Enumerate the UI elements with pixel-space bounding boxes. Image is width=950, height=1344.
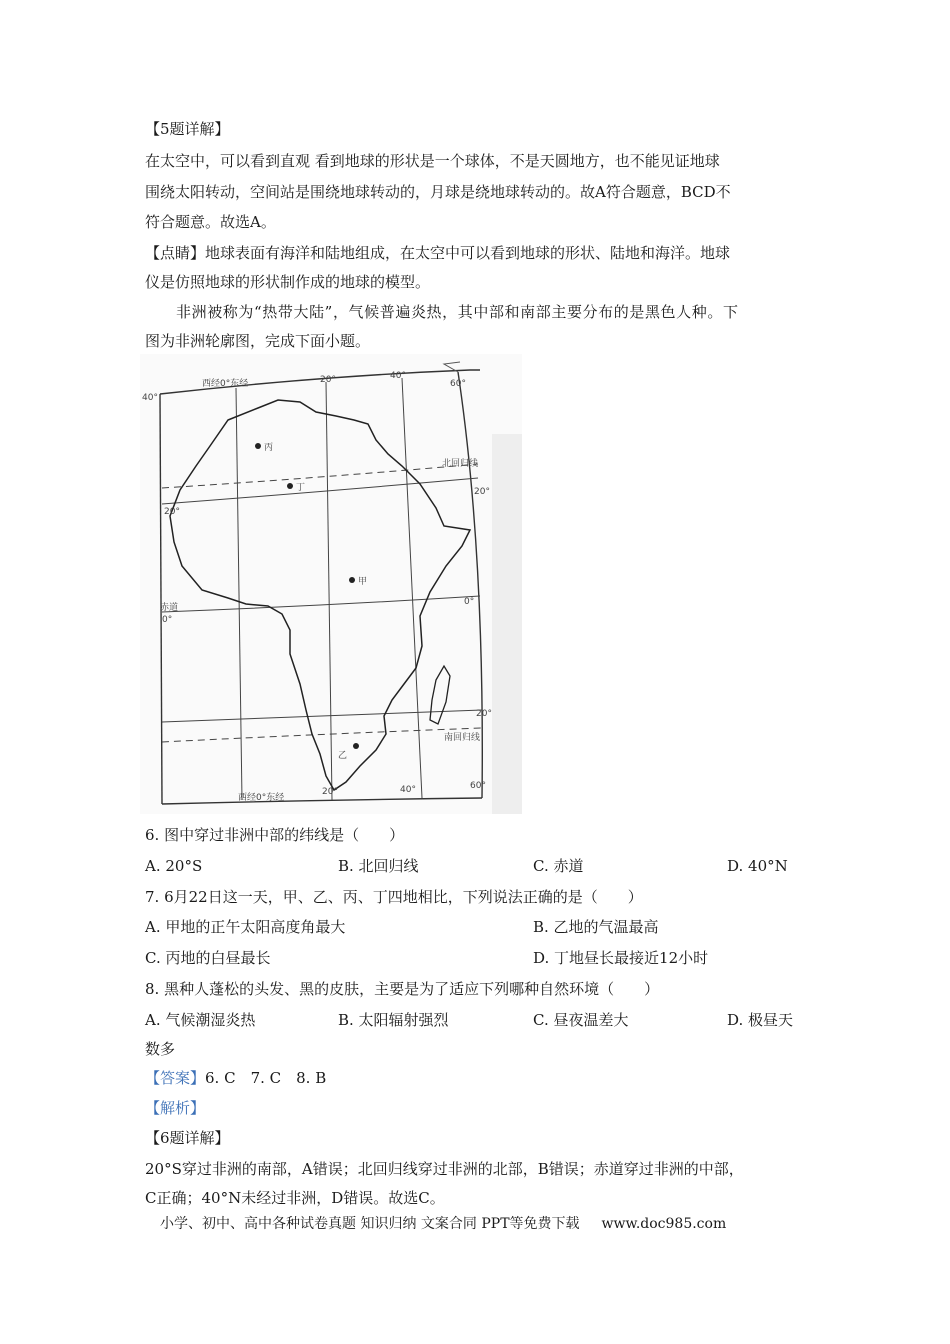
q6-detail-line-2: C正确；40°N未经过非洲，D错误。故选C。 <box>145 1189 445 1207</box>
q7-options-row-2 <box>145 948 805 968</box>
q6-detail-line-1: 20°S穿过非洲的南部，A错误；北回归线穿过非洲的北部，B错误；赤道穿过非洲的中部， <box>145 1160 744 1178</box>
q7-options-row-1 <box>145 917 805 937</box>
q8-option-d-wrap: 数多 <box>145 1040 176 1058</box>
q6-option-c: C. 赤道 <box>533 857 584 875</box>
lon-60-bottom-label: 60° <box>470 781 486 791</box>
tropic-north-label: 北回归线 <box>442 459 479 469</box>
q7-option-b: B. 乙地的气温最高 <box>533 918 659 936</box>
analysis-label: 【解析】 <box>145 1099 206 1117</box>
lat-0-label: 0° <box>162 615 173 625</box>
lon-40w-top-label: 40° <box>142 393 158 403</box>
page-footer <box>160 1214 726 1234</box>
q5-detail-line-1: 在太空中，可以看到直观 看到地球的形状是一个球体，不是天圆地方，也不能见证地球 <box>145 152 720 170</box>
q7-option-d: D. 丁地昼长最接近12小时 <box>533 949 709 967</box>
tip-line-1: 【点睛】地球表面有海洋和陆地组成，在太空中可以看到地球的形状、陆地和海洋。地球 <box>145 244 731 262</box>
q6-stem: 6. 图中穿过非洲中部的纬线是（ ） <box>145 826 405 844</box>
lon-40-bottom-label: 40° <box>400 785 416 795</box>
q8-option-b: B. 太阳辐射强烈 <box>338 1011 449 1029</box>
lon-20-bottom-label: 20° <box>322 787 338 797</box>
q8-option-d: D. 极昼天 <box>727 1011 794 1029</box>
q6-option-a: A. 20°S <box>145 857 203 875</box>
point-yi-label: 乙 <box>338 751 348 761</box>
intro-line-2: 图为非洲轮廓图，完成下面小题。 <box>145 332 371 350</box>
point-bing-label: 丙 <box>264 443 274 453</box>
map-top-label: 西经0°东经 <box>202 379 249 389</box>
africa-outline-map <box>140 354 522 814</box>
q5-detail-line-3: 符合题意。故选A。 <box>145 213 276 231</box>
q6-options <box>145 856 805 876</box>
q7-option-c: C. 丙地的白昼最长 <box>145 949 271 967</box>
q7-option-a: A. 甲地的正午太阳高度角最大 <box>145 918 346 936</box>
lat-0-right-label: 0° <box>464 597 475 607</box>
footer-url[interactable]: www.doc985.com <box>601 1216 727 1232</box>
q8-options <box>145 1010 805 1030</box>
q6-option-d: D. 40°N <box>727 857 788 875</box>
q5-detail-line-2: 围绕太阳转动，空间站是围绕地球转动的，月球是绕地球转动的。故A符合题意，BCD不 <box>145 183 731 201</box>
lon-20-top-label: 20° <box>320 375 336 385</box>
lat-20n-right-label: 20° <box>474 487 490 497</box>
q6-option-b: B. 北回归线 <box>338 857 419 875</box>
q8-option-c: C. 昼夜温差大 <box>533 1011 629 1029</box>
q8-stem: 8. 黑种人蓬松的头发、黑的皮肤，主要是为了适应下列哪种自然环境（ ） <box>145 980 660 998</box>
africa-map-svg <box>140 354 522 814</box>
point-jia-label: 甲 <box>358 577 368 587</box>
lat-20s-right-label: 20° <box>476 709 492 719</box>
answer-text: 6. C 7. C 8. B <box>205 1069 327 1087</box>
q6-detail-title: 【6题详解】 <box>145 1129 230 1147</box>
footer-text: 小学、初中、高中各种试卷真题 知识归纳 文案合同 PPT等免费下载 <box>160 1216 580 1232</box>
lat-20n-left-label: 20° <box>164 507 180 517</box>
q7-stem: 7. 6月22日这一天，甲、乙、丙、丁四地相比，下列说法正确的是（ ） <box>145 888 643 906</box>
q5-detail-title: 【5题详解】 <box>145 120 230 138</box>
intro-line-1: 非洲被称为“热带大陆”，气候普遍炎热，其中部和南部主要分布的是黑色人种。下 <box>176 303 739 321</box>
tropic-south-label: 南回归线 <box>444 733 481 743</box>
lon-40-top-label: 40° <box>390 371 406 381</box>
map-bottom-label: 西经0°东经 <box>238 793 285 803</box>
lon-60-top-label: 60° <box>450 379 466 389</box>
answer-label: 【答案】 <box>145 1069 206 1087</box>
answer-line <box>145 1068 326 1088</box>
tip-line-2: 仪是仿照地球的形状制作成的地球的模型。 <box>145 273 431 291</box>
q8-option-a: A. 气候潮湿炎热 <box>145 1011 256 1029</box>
equator-label: 赤道 <box>160 603 179 613</box>
point-ding-label: 丁 <box>296 483 306 493</box>
